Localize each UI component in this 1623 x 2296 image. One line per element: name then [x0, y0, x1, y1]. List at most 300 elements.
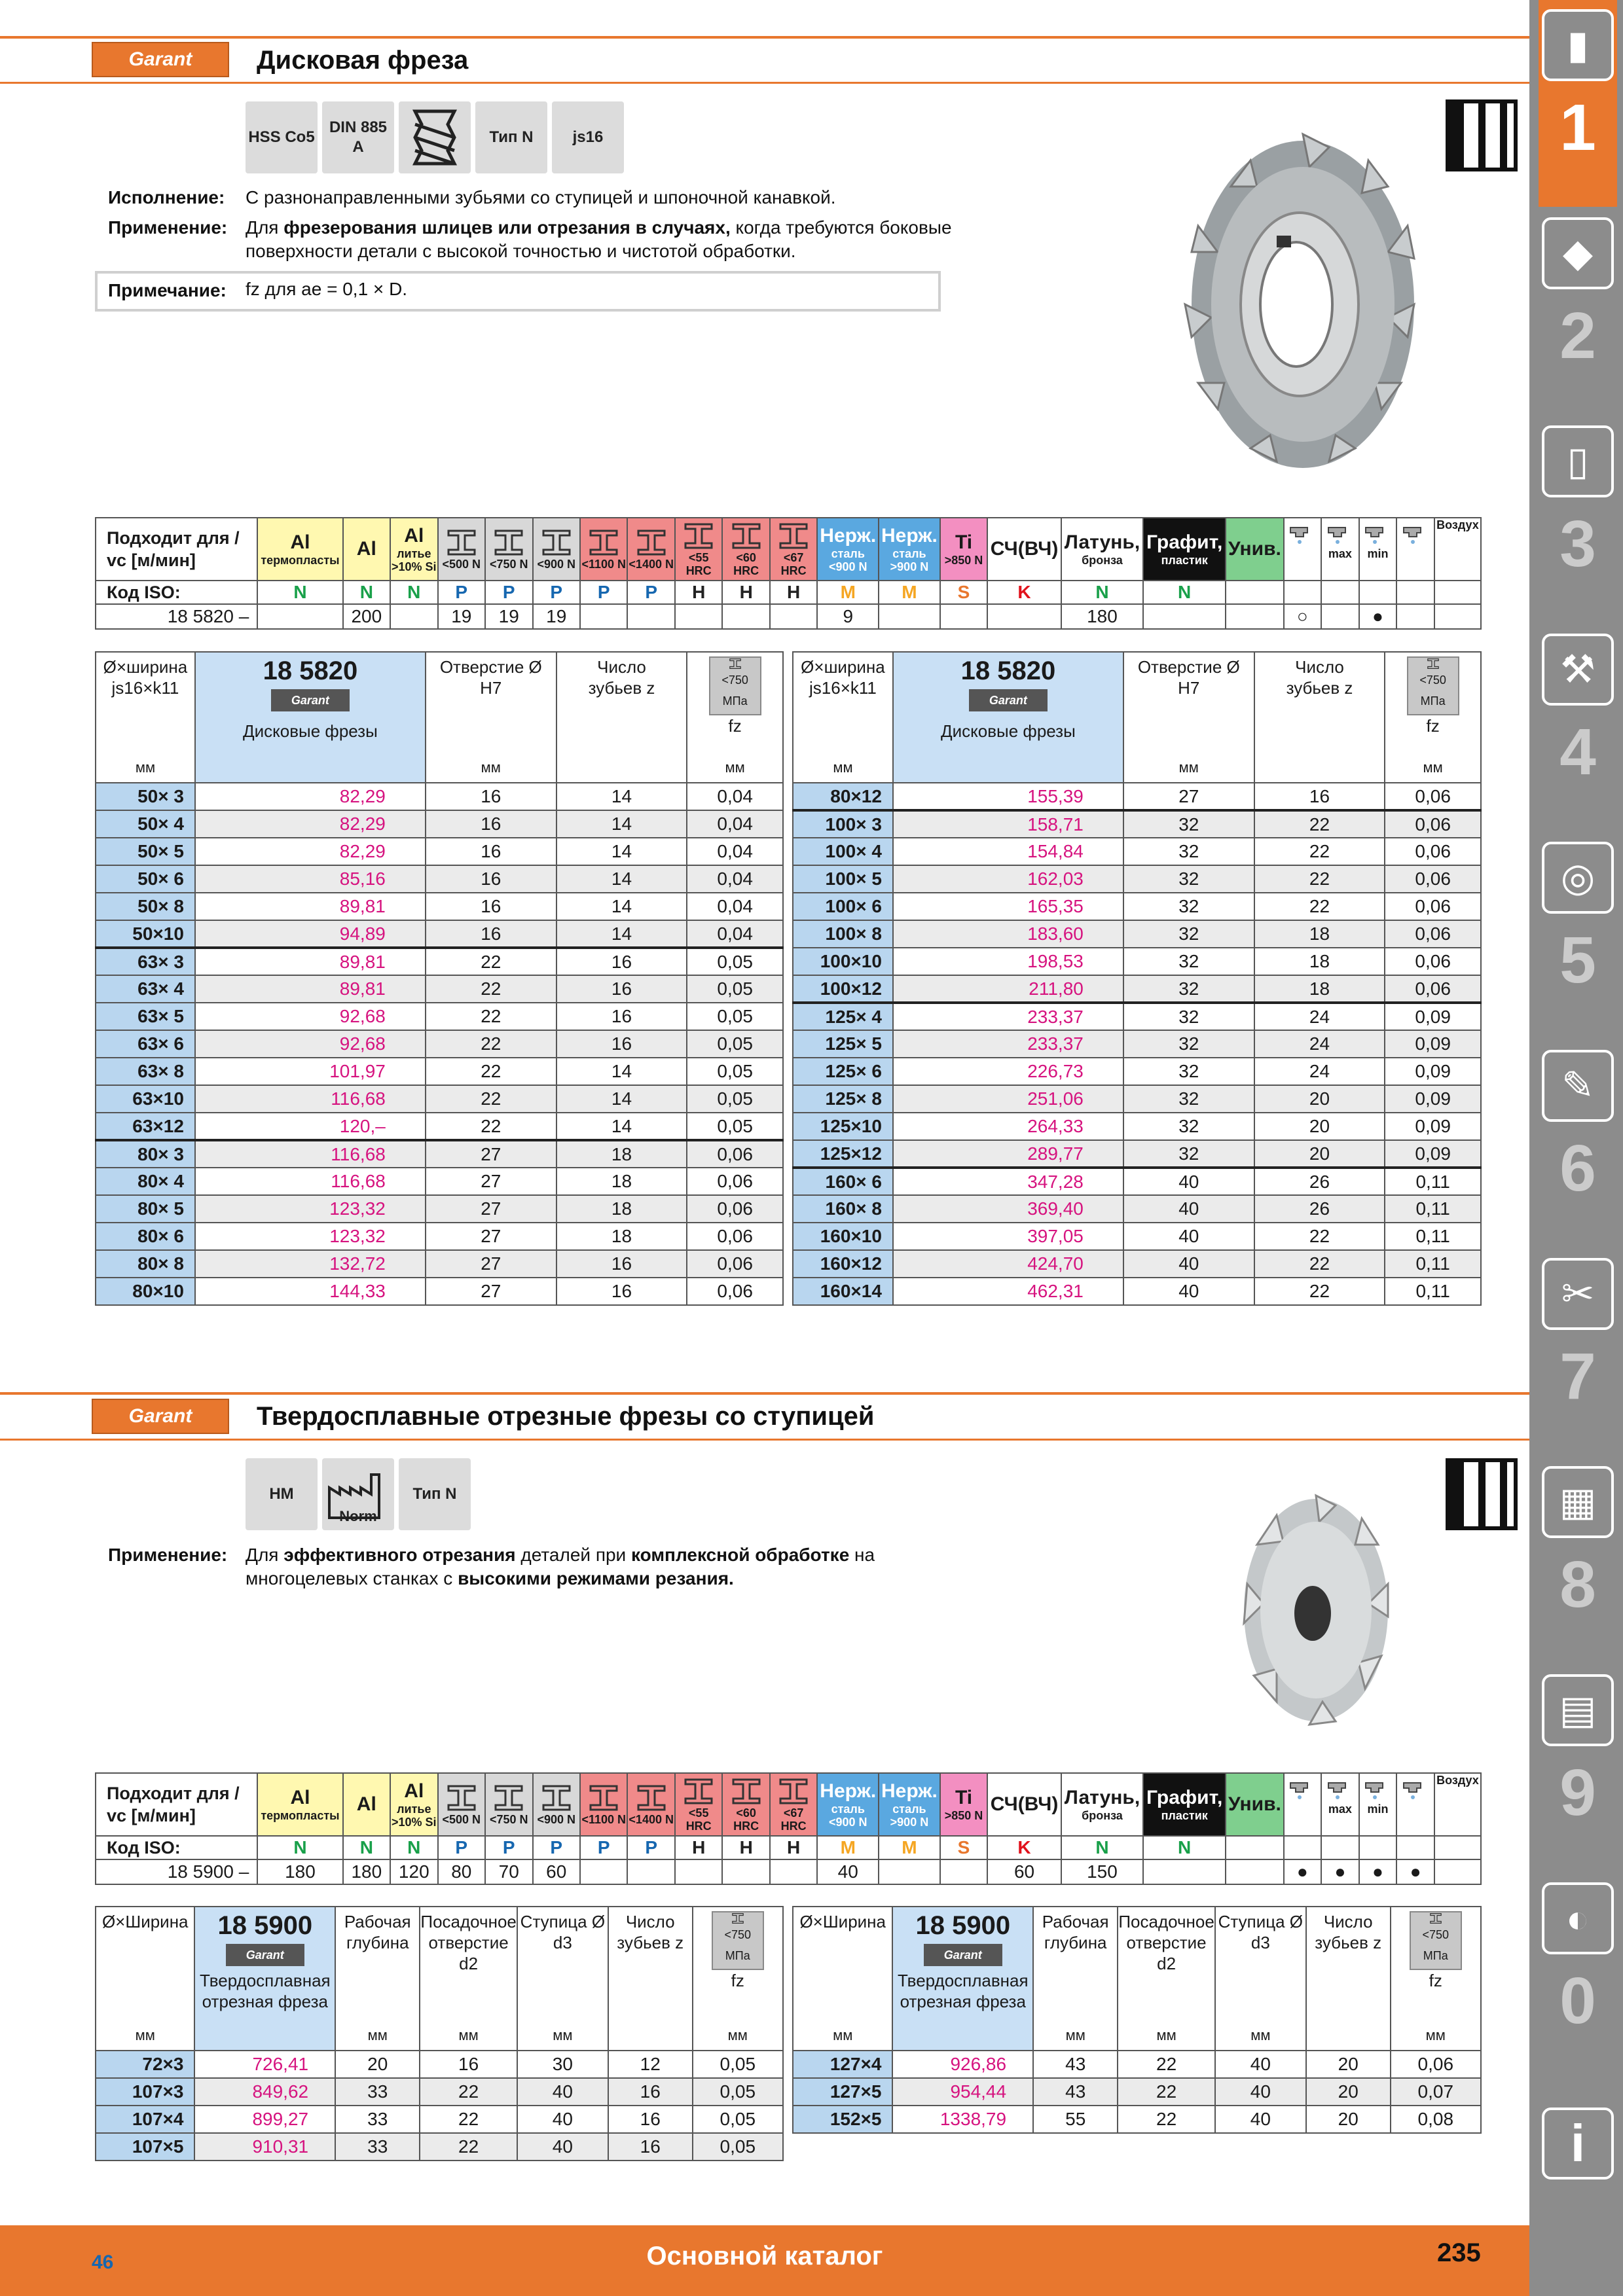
product-name: Дисковые фрезы: [940, 721, 1076, 741]
iso-code: P: [533, 581, 580, 604]
coolant-mark: [1396, 604, 1434, 629]
dimension: 125×10: [793, 1113, 893, 1140]
table-row: [96, 948, 783, 975]
price: 899,27: [194, 2106, 335, 2133]
feed: 0,09: [1385, 1085, 1481, 1113]
table-row: [793, 2106, 1481, 2133]
feed: 0,06: [687, 1278, 783, 1305]
table-row: [96, 975, 783, 1003]
application-text-line2: поверхности детали с высокой точностью и чистотой обработки.: [246, 241, 796, 261]
bore: 16: [426, 920, 556, 948]
dimension: 107×5: [96, 2133, 194, 2161]
coolant-mark: ●: [1396, 1859, 1434, 1884]
chip-type: Тип N: [475, 101, 547, 173]
price: 82,29: [195, 783, 426, 810]
material-header-8: <55 HRC: [675, 1773, 722, 1836]
disc-cutter-image: [1172, 121, 1434, 488]
teeth: 14: [556, 1085, 687, 1113]
price: 92,68: [195, 1030, 426, 1058]
iso-code: M: [817, 1836, 879, 1859]
teeth: 24: [1254, 1058, 1385, 1085]
feed: 0,06: [687, 1140, 783, 1168]
fz-header: <750 МПа fz мм: [687, 652, 783, 783]
dimension: 50× 4: [96, 810, 195, 838]
table-row: [96, 1113, 783, 1140]
coolant-mark: ●: [1321, 1859, 1359, 1884]
chapter-number: 7: [1559, 1340, 1596, 1413]
application-text-2-line2: многоцелевых станках с высокими режимами резания.: [246, 1568, 734, 1588]
teeth: 16: [608, 2133, 693, 2161]
qr-code[interactable]: [1446, 99, 1518, 171]
chapter-icon: ✎: [1542, 1050, 1614, 1122]
iso-label: Код ISO:: [96, 581, 257, 604]
teeth: 20: [1306, 2078, 1391, 2106]
dimension: 63×10: [96, 1085, 195, 1113]
iso-code: N: [343, 581, 390, 604]
bore: 16: [426, 838, 556, 865]
feed: 0,11: [1385, 1195, 1481, 1223]
iso-label-2: Код ISO:: [96, 1836, 257, 1859]
cutting-speed: 70: [485, 1859, 532, 1884]
table-row: [793, 2078, 1481, 2106]
table-row: [96, 1250, 783, 1278]
iso-cool-empty: [1434, 581, 1481, 604]
steel-beam-icon: [445, 528, 478, 558]
norm-icon: Norm: [322, 1458, 394, 1530]
cooling-header-1: max: [1321, 1773, 1359, 1836]
material-header-17: Унив.: [1226, 518, 1283, 581]
cutting-speed: [1143, 1859, 1226, 1884]
teeth-header: Число зубьев z: [556, 652, 687, 783]
dimension: 63× 5: [96, 1003, 195, 1030]
teeth: 12: [608, 2051, 693, 2078]
material-header-9: <60 HRC: [722, 518, 769, 581]
teeth: 18: [556, 1195, 687, 1223]
depth: 43: [1033, 2051, 1118, 2078]
price: 144,33: [195, 1278, 426, 1305]
dimension: 80× 6: [96, 1223, 195, 1250]
cutting-speed: 180: [1061, 604, 1143, 629]
steel-beam-icon: [730, 521, 763, 551]
price: 101,97: [195, 1058, 426, 1085]
steel-beam-icon: [587, 1783, 620, 1813]
iso-cool-empty: [1434, 1836, 1481, 1859]
sidebar-tab-2[interactable]: [1539, 208, 1617, 415]
price: 369,40: [893, 1195, 1123, 1223]
note-text: fz для ae = 0,1 × D.: [246, 279, 408, 299]
iso-code: P: [485, 1836, 532, 1859]
material-strength-icon: <750 МПа: [709, 656, 761, 715]
helix-icon: [399, 101, 471, 173]
material-header-14: СЧ(ВЧ): [987, 518, 1061, 581]
dimension: 50× 5: [96, 838, 195, 865]
teeth: 22: [1254, 1278, 1385, 1305]
table-row: [793, 1250, 1481, 1278]
iso-cool-empty: [1359, 1836, 1397, 1859]
table-row: [96, 838, 783, 865]
bore: 32: [1123, 1113, 1254, 1140]
steel-beam-icon: [540, 528, 573, 558]
cutting-speed: [770, 604, 817, 629]
bore: 40: [1123, 1250, 1254, 1278]
price: 233,37: [893, 1003, 1123, 1030]
iso-code: N: [343, 1836, 390, 1859]
bore: 22: [1118, 2106, 1215, 2133]
iso-code: N: [390, 581, 437, 604]
teeth-header: Число зубьев z: [608, 1907, 693, 2051]
bore: 32: [1123, 1058, 1254, 1085]
teeth: 14: [556, 893, 687, 920]
sidebar-tab-5[interactable]: [1539, 833, 1617, 1039]
price: 116,68: [195, 1168, 426, 1195]
coolant-icon: [1326, 521, 1355, 547]
bore: 32: [1123, 810, 1254, 838]
dimension: 160× 8: [793, 1195, 893, 1223]
steel-beam-icon: [445, 1783, 478, 1813]
price: 92,68: [195, 1003, 426, 1030]
article-header: [195, 652, 426, 783]
iso-cool-empty: [1284, 581, 1322, 604]
garant-logo: Garant: [92, 42, 229, 77]
bore: 22: [426, 1030, 556, 1058]
dimension: 50× 8: [96, 893, 195, 920]
feed: 0,07: [1391, 2078, 1481, 2106]
bore: 22: [426, 948, 556, 975]
bore: 16: [426, 893, 556, 920]
dimension: 50× 6: [96, 865, 195, 893]
feed: 0,06: [687, 1223, 783, 1250]
material-header-15: Латунь, бронза: [1061, 1773, 1143, 1836]
fz-header: <750 МПа fz мм: [693, 1907, 783, 2051]
teeth-header: Число зубьев z: [1254, 652, 1385, 783]
feed: 0,05: [687, 1003, 783, 1030]
feed: 0,05: [693, 2078, 783, 2106]
hub: 40: [1215, 2051, 1306, 2078]
material-header-7: <1400 N: [627, 1773, 674, 1836]
cooling-header-4: Воздух: [1434, 1773, 1481, 1836]
teeth: 22: [1254, 810, 1385, 838]
steel-beam-icon: [587, 528, 620, 558]
iso-code: N: [1061, 1836, 1143, 1859]
sidebar-tab-1[interactable]: [1539, 0, 1617, 207]
table-row: [96, 2078, 783, 2106]
sidebar-tab-0[interactable]: [1539, 1873, 1617, 2080]
fz-header: <750 МПа fz мм: [1391, 1907, 1481, 2051]
sidebar-tab-i[interactable]: [1539, 2081, 1617, 2288]
steel-beam-icon: [492, 1783, 525, 1813]
size-header: Ø×Ширина мм: [96, 1907, 194, 2051]
cutting-speed: 120: [390, 1859, 437, 1884]
dimension: 80×12: [793, 783, 893, 810]
feed: 0,06: [1385, 893, 1481, 920]
teeth: 16: [556, 975, 687, 1003]
teeth: 20: [1254, 1085, 1385, 1113]
coolant-icon: [1363, 521, 1392, 547]
bore: 40: [1123, 1195, 1254, 1223]
feed: 0,09: [1385, 1140, 1481, 1168]
material-header-17: Унив.: [1226, 1773, 1283, 1836]
table-row: [96, 1223, 783, 1250]
table-row: [96, 2133, 783, 2161]
table-row: [793, 1030, 1481, 1058]
price: 132,72: [195, 1250, 426, 1278]
bore: 27: [426, 1168, 556, 1195]
price: 198,53: [893, 948, 1123, 975]
bore: 22: [420, 2133, 517, 2161]
dimension: 125× 8: [793, 1085, 893, 1113]
price: 116,68: [195, 1085, 426, 1113]
teeth: 16: [608, 2106, 693, 2133]
material-header-15: Латунь, бронза: [1061, 518, 1143, 581]
cooling-header-0: [1284, 1773, 1322, 1836]
coolant-mark: [1434, 604, 1481, 629]
bore: 22: [426, 1085, 556, 1113]
bore: 16: [420, 2051, 517, 2078]
dimension: 125× 4: [793, 1003, 893, 1030]
cutting-speed: [770, 1859, 817, 1884]
steel-beam-icon: [682, 1776, 715, 1806]
material-header-2: Al литье >10% Si: [390, 1773, 437, 1836]
sidebar-tab-9[interactable]: [1539, 1665, 1617, 1872]
dimension: 107×3: [96, 2078, 194, 2106]
teeth: 16: [556, 1003, 687, 1030]
teeth: 16: [556, 1250, 687, 1278]
cutting-speed: [580, 1859, 627, 1884]
material-header-6: <1100 N: [580, 1773, 627, 1836]
chapter-icon: ⚒: [1542, 634, 1614, 706]
dimension: 63× 4: [96, 975, 195, 1003]
fz-header: <750 МПа fz мм: [1385, 652, 1481, 783]
materials-code: 18 5820 –: [96, 604, 257, 629]
teeth: 22: [1254, 1223, 1385, 1250]
sidebar-tab-7[interactable]: [1539, 1249, 1617, 1456]
material-strength-icon: <750 МПа: [1407, 656, 1459, 715]
material-strength-icon: <750 МПа: [1410, 1911, 1462, 1970]
price: 1338,79: [892, 2106, 1033, 2133]
teeth: 16: [608, 2078, 693, 2106]
steel-beam-icon: [777, 1776, 810, 1806]
cutting-speed: 180: [343, 1859, 390, 1884]
feed: 0,06: [1385, 783, 1481, 810]
teeth: 14: [556, 810, 687, 838]
iso-code: H: [722, 581, 769, 604]
cutting-speed: 19: [533, 604, 580, 629]
coolant-mark: [1321, 604, 1359, 629]
dimension: 100×12: [793, 975, 893, 1003]
table-row: [793, 2051, 1481, 2078]
material-header-13: Ti >850 N: [940, 1773, 987, 1836]
feed: 0,08: [1391, 2106, 1481, 2133]
price: 289,77: [893, 1140, 1123, 1168]
feed: 0,06: [687, 1250, 783, 1278]
iso-code: K: [987, 581, 1061, 604]
teeth: 24: [1254, 1003, 1385, 1030]
material-header-13: Ti >850 N: [940, 518, 987, 581]
material-header-12: Нерж. сталь >900 N: [879, 1773, 940, 1836]
price: 89,81: [195, 948, 426, 975]
feed: 0,09: [1385, 1113, 1481, 1140]
price: 82,29: [195, 838, 426, 865]
material-header-10: <67 HRC: [770, 1773, 817, 1836]
chip-din: DIN 885 A: [322, 101, 394, 173]
price: 849,62: [194, 2078, 335, 2106]
chapter-icon: ▯: [1542, 425, 1614, 497]
feed: 0,06: [1385, 838, 1481, 865]
price: 94,89: [195, 920, 426, 948]
cutting-speed: 60: [987, 1859, 1061, 1884]
bore: 16: [426, 810, 556, 838]
hub: 40: [1215, 2078, 1306, 2106]
feed: 0,05: [687, 975, 783, 1003]
cooling-header-3: [1396, 1773, 1434, 1836]
price: 123,32: [195, 1223, 426, 1250]
bore: 16: [426, 783, 556, 810]
dimension: 72×3: [96, 2051, 194, 2078]
price: 397,05: [893, 1223, 1123, 1250]
article-header: [892, 1907, 1033, 2051]
table-row: [793, 783, 1481, 810]
price: 251,06: [893, 1085, 1123, 1113]
feed: 0,06: [1391, 2051, 1481, 2078]
iso-code: K: [987, 1836, 1061, 1859]
garant-mini-logo: Garant: [271, 689, 350, 711]
table-row: [793, 893, 1481, 920]
hub: 40: [1215, 2106, 1306, 2133]
footer-page-left: 46: [92, 2251, 114, 2273]
dimension: 125×12: [793, 1140, 893, 1168]
sidebar-tab-6[interactable]: [1539, 1041, 1617, 1247]
table-row: [96, 1278, 783, 1305]
bore: 32: [1123, 975, 1254, 1003]
price: 726,41: [194, 2051, 335, 2078]
sidebar-tab-4[interactable]: [1539, 624, 1617, 831]
garant-mini-logo: Garant: [969, 689, 1048, 711]
disc-cutter-table-right: [792, 651, 1482, 1306]
bore: 32: [1123, 948, 1254, 975]
bore: 16: [426, 865, 556, 893]
feed: 0,11: [1385, 1278, 1481, 1305]
hub: 40: [517, 2133, 608, 2161]
teeth: 22: [1254, 865, 1385, 893]
dimension: 63×12: [96, 1113, 195, 1140]
material-header-3: <500 N: [438, 518, 485, 581]
dimension: 63× 6: [96, 1030, 195, 1058]
price: 116,68: [195, 1140, 426, 1168]
table-row: [793, 1195, 1481, 1223]
teeth: 14: [556, 920, 687, 948]
chapter-icon: i: [1542, 2108, 1614, 2179]
bore: 22: [426, 975, 556, 1003]
iso-cool-empty: [1284, 1836, 1322, 1859]
cutting-speed: [940, 1859, 987, 1884]
garant-logo-2: Garant: [92, 1399, 229, 1434]
size-header: Ø×ширина js16×k11 мм: [96, 652, 195, 783]
iso-code: P: [580, 581, 627, 604]
teeth: 18: [1254, 948, 1385, 975]
table-row: [96, 1085, 783, 1113]
table-row: [96, 810, 783, 838]
iso-code: H: [675, 581, 722, 604]
teeth: 20: [1306, 2106, 1391, 2133]
cutting-speed: [675, 1859, 722, 1884]
feed: 0,04: [687, 893, 783, 920]
price: 165,35: [893, 893, 1123, 920]
price: 82,29: [195, 810, 426, 838]
feed: 0,05: [687, 1058, 783, 1085]
section2-top-rule: [0, 1392, 1529, 1395]
bore: 27: [426, 1140, 556, 1168]
chip-type-2: Тип N: [399, 1458, 471, 1530]
material-header-5: <900 N: [533, 518, 580, 581]
feed: 0,06: [1385, 920, 1481, 948]
application-text-line1: Для фрезерования шлицев или отрезания в случаях, когда требуются боковые: [246, 217, 952, 238]
price: 85,16: [195, 865, 426, 893]
iso-code: N: [1143, 1836, 1226, 1859]
feed: 0,11: [1385, 1250, 1481, 1278]
coolant-icon: [1288, 1776, 1317, 1803]
teeth: 26: [1254, 1195, 1385, 1223]
iso-cool-empty: [1359, 581, 1397, 604]
qr-code-2[interactable]: [1446, 1458, 1518, 1530]
iso-code: H: [722, 1836, 769, 1859]
chapter-number: 9: [1559, 1756, 1596, 1829]
feed: 0,05: [693, 2106, 783, 2133]
table-row: [96, 1003, 783, 1030]
table-row: [793, 1058, 1481, 1085]
cutting-speed: [940, 604, 987, 629]
article-header: [893, 652, 1123, 783]
price: 424,70: [893, 1250, 1123, 1278]
table-row: [793, 1168, 1481, 1195]
chapter-number: 8: [1559, 1548, 1596, 1621]
sidebar-tab-8[interactable]: [1539, 1457, 1617, 1664]
cutting-speed: 80: [438, 1859, 485, 1884]
size-header: Ø×Ширина мм: [793, 1907, 892, 2051]
steel-beam-icon: [635, 528, 668, 558]
iso-code: M: [879, 581, 940, 604]
depth: 43: [1033, 2078, 1118, 2106]
cooling-header-4: Воздух: [1434, 518, 1481, 581]
article-code: 18 5820: [960, 656, 1056, 685]
material-header-6: <1100 N: [580, 518, 627, 581]
sidebar-tab-3[interactable]: [1539, 416, 1617, 623]
feed: 0,09: [1385, 1058, 1481, 1085]
teeth: 16: [556, 948, 687, 975]
feed: 0,04: [687, 810, 783, 838]
teeth: 14: [556, 865, 687, 893]
dimension: 160×14: [793, 1278, 893, 1305]
cutting-speed: 200: [343, 604, 390, 629]
chapter-icon: ▦: [1542, 1466, 1614, 1538]
table-row: [96, 920, 783, 948]
steel-beam-icon: [730, 1776, 763, 1806]
cutting-speed: [722, 1859, 769, 1884]
feed: 0,06: [1385, 865, 1481, 893]
table-row: [96, 2051, 783, 2078]
material-header-4: <750 N: [485, 518, 532, 581]
iso-code: P: [580, 1836, 627, 1859]
section1-title: Дисковая фреза: [257, 46, 469, 75]
iso-code: S: [940, 581, 987, 604]
iso-code: P: [438, 1836, 485, 1859]
cooling-header-0: [1284, 518, 1322, 581]
table-row: [96, 783, 783, 810]
execution-label: Исполнение:: [108, 187, 225, 207]
dimension: 127×5: [793, 2078, 892, 2106]
materials-title: Подходит для / vc [м/мин]: [96, 518, 257, 581]
bore: 40: [1123, 1278, 1254, 1305]
cutting-speed: 9: [817, 604, 879, 629]
